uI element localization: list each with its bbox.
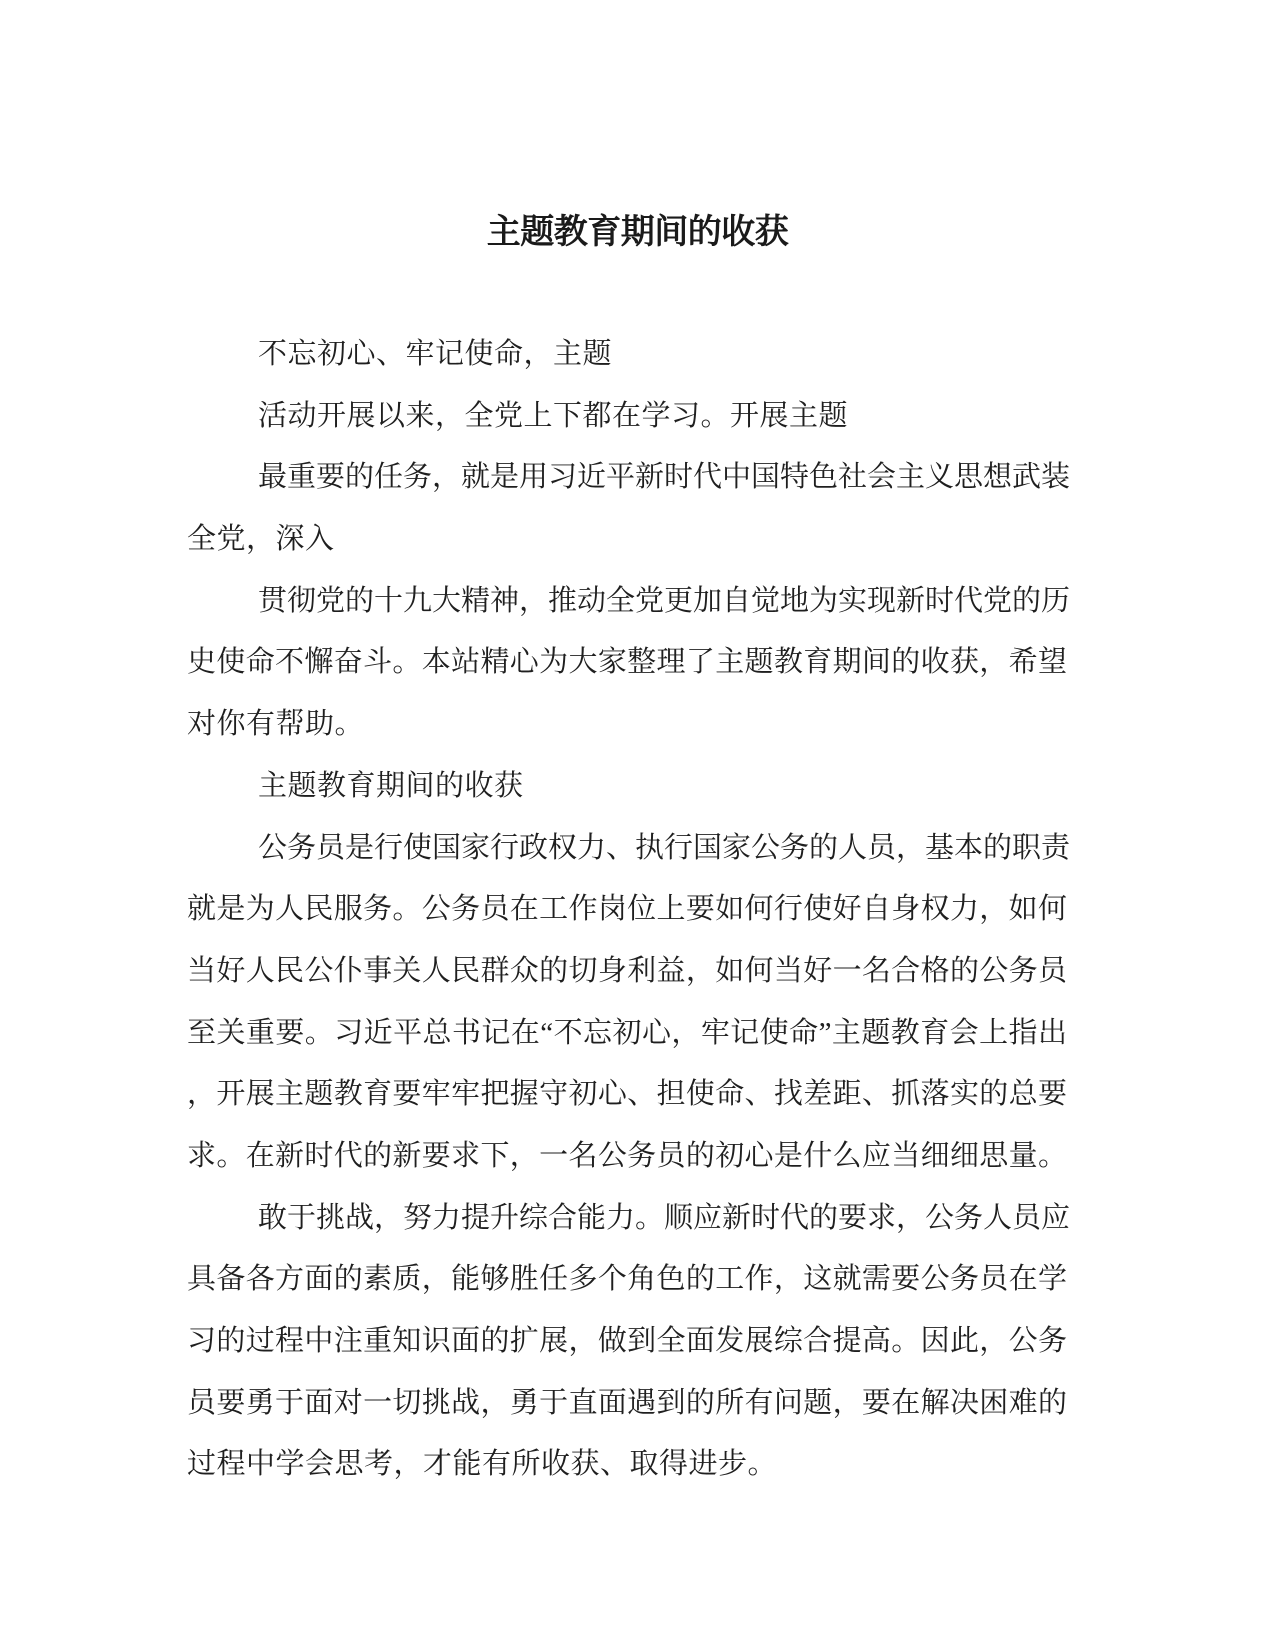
text-line: 至关重要。习近平总书记在“不忘初心，牢记使命”主题教育会上指出 (187, 1016, 1067, 1049)
text-line: 贯彻党的十九大精神，推动全党更加自觉地为实现新时代党的历 (258, 584, 1071, 617)
text-line: ，开展主题教育要牢牢把握守初心、担使命、找差距、抓落实的总要 (187, 1078, 1067, 1111)
text-line: 过程中学会思考，才能有所收获、取得进步。 (187, 1448, 778, 1481)
text-line: 敢于挑战，努力提升综合能力。顺应新时代的要求，公务人员应 (258, 1201, 1071, 1234)
text-line: 不忘初心、牢记使命，主题 (258, 338, 613, 370)
text-line: 具备各方面的素质，能够胜任多个角色的工作，这就需要公务员在学 (187, 1263, 1067, 1296)
page-title: 主题教育期间的收获 (486, 213, 789, 251)
text-line: 员要勇于面对一切挑战，勇于直面遇到的所有问题，要在解决困难的 (187, 1386, 1067, 1419)
text-line: 全党，深入 (187, 523, 335, 556)
text-line: 就是为人民服务。公务员在工作岗位上要如何行使好自身权力，如何 (187, 893, 1067, 926)
text-line: 习的过程中注重知识面的扩展，做到全面发展综合提高。因此，公务 (187, 1325, 1067, 1357)
text-line: 最重要的任务，就是用习近平新时代中国特色社会主义思想武装 (258, 461, 1071, 494)
text-line: 求。在新时代的新要求下，一名公务员的初心是什么应当细细思量。 (187, 1139, 1067, 1172)
document-body (187, 324, 1071, 1496)
text-line: 主题教育期间的收获 (258, 769, 524, 802)
text-line: 对你有帮助。 (187, 708, 365, 741)
text-line: 公务员是行使国家行政权力、执行国家公务的人员，基本的职责 (258, 831, 1071, 864)
text-line: 史使命不懈奋斗。本站精心为大家整理了主题教育期间的收获，希望 (187, 646, 1067, 679)
text-line: 活动开展以来，全党上下都在学习。开展主题 (258, 399, 849, 432)
text-line: 当好人民公仆事关人民群众的切身利益，如何当好一名合格的公务员 (187, 954, 1067, 987)
